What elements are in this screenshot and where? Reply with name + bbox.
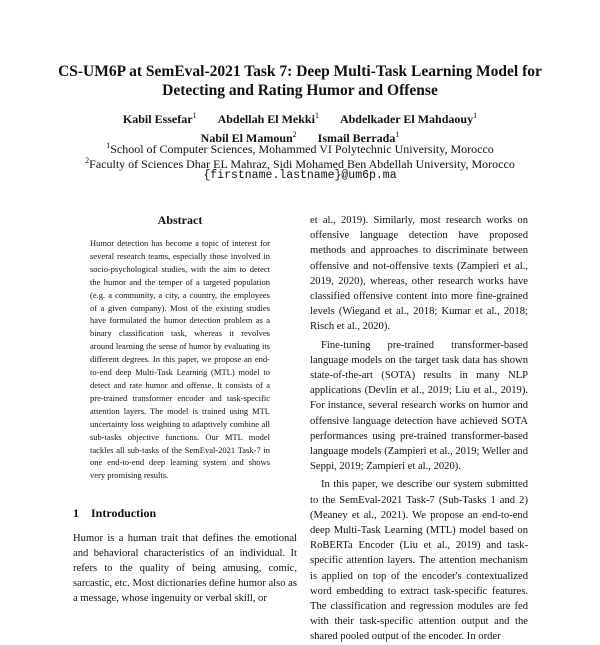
author-email: {firstname.lastname}@um6p.ma (203, 169, 397, 182)
affiliation: $^2$Faculty of Sciences Dhar EL Mahraz, Sidi Mohamed Ben Abdellah University, Morocco (85, 156, 515, 171)
body-paragraph: Fine-tuning pre-trained transformer-based language models on the target task data has shown state-of-the-art (SOTA) results in many NLP applications (Devlin et al., 2019; Liu et al., 2019). For instance, several research works on humor and offensive language detection have achieved SOTA performances using pre-trained transformer-based language models (Zampieri et al., 2019; Weller and Seppi, 2019; Zampieri et al., 2020). (310, 339, 528, 473)
paper-title (40, 62, 560, 100)
right-column (310, 213, 528, 645)
abstract-text: Humor detection has become a topic of interest for several research teams, especially those involved in socio-psychological studies, with the aim to detect the humor and the temper of a targeted population (e.g. a community, a city, a country, the employees of a given company). Most of the existing studies have formulated the humor detection problem as a binary classification task, whereas it revolves around learning the sense of humor by evaluating its different degrees. In this paper, we propose an end-to-end deep Multi-Task Learning (MTL) model to detect and rate humor and offense. It consists of a pre-trained transformer encoder and task-specific attention layers. The model is trained using MTL uncertainty loss weighting to adaptively combine all sub-tasks objective functions. Our MTL model tackles all sub-tasks of the SemEval-2021 Task-7 in one end-to-end deep learning system and shows very promising results. (90, 238, 270, 481)
intro-paragraph: Humor is a human trait that defines the emotional and behavioral characteristics of an individual. It refers to the quality of being amusing, comic, sarcastic, etc. Most dictionaries define humor also as a message, whose ingenuity or verbal skill, or (73, 533, 297, 605)
title-line-2: Detecting and Rating Humor and Offense (162, 82, 438, 99)
author: Kabil Essefar$^1$ (122, 111, 197, 126)
affiliation: $^1$School of Computer Sciences, Mohammed VI Polytechnic University, Morocco (106, 141, 494, 156)
body-paragraph: In this paper, we describe our system submitted to the SemEval-2021 Task-7 (Sub-Tasks 1 and 2) (Meaney et al., 2021). We propose an end-to-end deep Multi-Task Learning (MTL) model based on RoBERTa Encoder (Liu et al., 2019) and task-specific attention layers. The attention mechanism is applied on top of the encoder's contextualized word embedding to extract task-specific features. The classification and regression modules are fed with their task-specific attention output and the shared pooled output of the encoder. In order (310, 479, 528, 643)
author: Abdellah El Mekki$^1$ (217, 111, 319, 126)
section-title: Introduction (91, 506, 157, 520)
abstract-heading: Abstract (157, 213, 203, 227)
body-paragraph: et al., 2019). Similarly, most research works on offensive language detection have proposed methods and approaches to discriminate between offensive and not-offensive texts (Zampieri et al., 2019, 2020), whereas, other research works have classified offensive content into more fine-grained levels (Wiegand et al., 2018; Kumar et al., 2018; Risch et al., 2020). (310, 215, 528, 333)
title-line-1: CS-UM6P at SemEval-2021 Task 7: Deep Multi-Task Learning Model for (58, 63, 542, 80)
section-heading (73, 506, 293, 521)
author: Abdelkader El Mahdaouy$^1$ (339, 111, 478, 126)
author: Nabil El Mamoun$^2$ (200, 130, 297, 145)
section-number: 1 (73, 506, 79, 520)
author: Ismail Berrada$^1$ (317, 130, 400, 145)
